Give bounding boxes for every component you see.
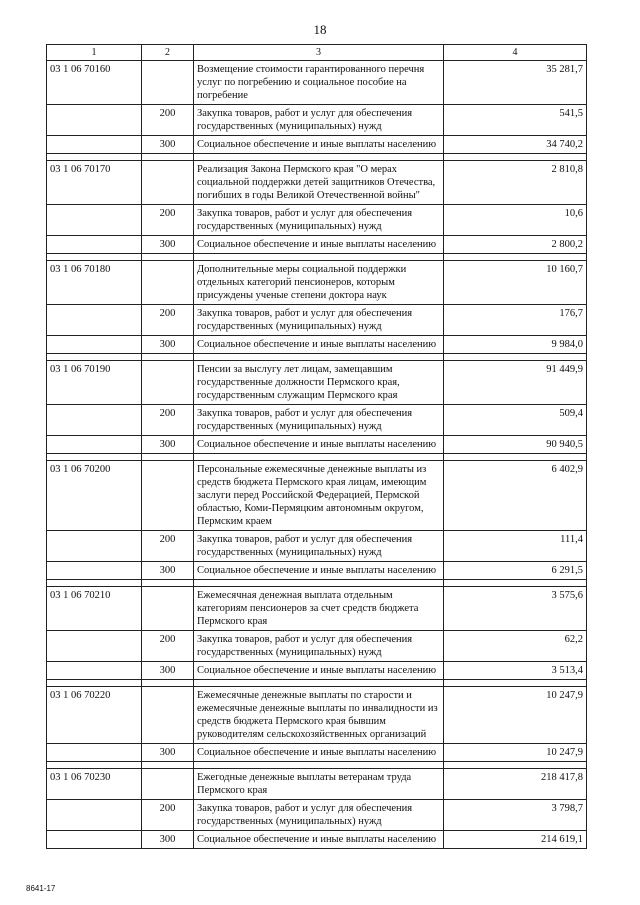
separator-cell: [47, 680, 142, 687]
code-cell: 03 1 06 70210: [47, 587, 142, 631]
table-row: [47, 562, 587, 580]
amount-cell: 6 402,9: [444, 461, 587, 531]
amount-cell: 10 160,7: [444, 261, 587, 305]
description-cell: Пенсии за выслугу лет лицам, замещавшим государственные должности Пермского края, государственным служащим Пермского края: [194, 361, 444, 405]
table-row: [47, 405, 587, 436]
expense-type-cell: 300: [142, 744, 194, 762]
description-cell: Социальное обеспечение и иные выплаты населению: [194, 562, 444, 580]
expense-type-cell: 300: [142, 562, 194, 580]
expense-type-cell: [142, 461, 194, 531]
table-row: [47, 800, 587, 831]
group-separator: [47, 762, 587, 769]
code-cell: [47, 336, 142, 354]
separator-cell: [142, 354, 194, 361]
amount-cell: 10,6: [444, 205, 587, 236]
code-cell: 03 1 06 70180: [47, 261, 142, 305]
expense-type-cell: [142, 687, 194, 744]
table-row: [47, 136, 587, 154]
amount-cell: 9 984,0: [444, 336, 587, 354]
amount-cell: 214 619,1: [444, 831, 587, 849]
separator-cell: [194, 680, 444, 687]
separator-cell: [444, 154, 587, 161]
amount-cell: 10 247,9: [444, 687, 587, 744]
group-separator: [47, 680, 587, 687]
table-row: [47, 831, 587, 849]
table-row: [47, 531, 587, 562]
table-row: [47, 336, 587, 354]
separator-cell: [142, 454, 194, 461]
amount-cell: 111,4: [444, 531, 587, 562]
group-separator: [47, 154, 587, 161]
table-row: [47, 161, 587, 205]
table-row: [47, 236, 587, 254]
header-col-2: 2: [142, 45, 194, 61]
code-cell: 03 1 06 70200: [47, 461, 142, 531]
description-cell: Социальное обеспечение и иные выплаты населению: [194, 436, 444, 454]
expense-type-cell: 200: [142, 105, 194, 136]
separator-cell: [194, 454, 444, 461]
separator-cell: [444, 454, 587, 461]
separator-cell: [444, 354, 587, 361]
document-id: 8641-17: [26, 884, 56, 893]
code-cell: [47, 831, 142, 849]
code-cell: 03 1 06 70170: [47, 161, 142, 205]
description-cell: Закупка товаров, работ и услуг для обеспечения государственных (муниципальных) нужд: [194, 305, 444, 336]
amount-cell: 3 575,6: [444, 587, 587, 631]
code-cell: [47, 105, 142, 136]
description-cell: Ежемесячная денежная выплата отдельным категориям пенсионеров за счет средств бюджета Пермского края: [194, 587, 444, 631]
expense-type-cell: [142, 587, 194, 631]
expense-type-cell: 300: [142, 662, 194, 680]
amount-cell: 6 291,5: [444, 562, 587, 580]
table-row: [47, 587, 587, 631]
table-row: [47, 61, 587, 105]
group-separator: [47, 254, 587, 261]
separator-cell: [142, 154, 194, 161]
amount-cell: 509,4: [444, 405, 587, 436]
table-body: [47, 61, 587, 849]
amount-cell: 176,7: [444, 305, 587, 336]
separator-cell: [194, 154, 444, 161]
table-header-row: [47, 45, 587, 61]
header-col-4: 4: [444, 45, 587, 61]
expense-type-cell: 200: [142, 405, 194, 436]
header-col-1: 1: [47, 45, 142, 61]
expense-type-cell: 200: [142, 531, 194, 562]
description-cell: Дополнительные меры социальной поддержки отдельных категорий пенсионеров, которым присуждены ученые степени доктора наук: [194, 261, 444, 305]
code-cell: [47, 800, 142, 831]
table-row: [47, 631, 587, 662]
table-row: [47, 687, 587, 744]
description-cell: Возмещение стоимости гарантированного перечня услуг по погребению и социальное пособие на погребение: [194, 61, 444, 105]
expense-type-cell: 200: [142, 205, 194, 236]
code-cell: 03 1 06 70190: [47, 361, 142, 405]
separator-cell: [47, 354, 142, 361]
separator-cell: [444, 762, 587, 769]
amount-cell: 218 417,8: [444, 769, 587, 800]
header-col-3: 3: [194, 45, 444, 61]
table-row: [47, 361, 587, 405]
group-separator: [47, 454, 587, 461]
expense-type-cell: 200: [142, 800, 194, 831]
amount-cell: 10 247,9: [444, 744, 587, 762]
amount-cell: 2 800,2: [444, 236, 587, 254]
table-row: [47, 461, 587, 531]
description-cell: Социальное обеспечение и иные выплаты населению: [194, 662, 444, 680]
expense-type-cell: [142, 361, 194, 405]
amount-cell: 90 940,5: [444, 436, 587, 454]
description-cell: Закупка товаров, работ и услуг для обеспечения государственных (муниципальных) нужд: [194, 105, 444, 136]
description-cell: Персональные ежемесячные денежные выплаты из средств бюджета Пермского края лицам, имеющим заслуги перед Российской Федерацией, Пермской областью, Коми-Пермяцким автономным округом, Пермским краем: [194, 461, 444, 531]
expense-type-cell: 300: [142, 236, 194, 254]
separator-cell: [142, 680, 194, 687]
amount-cell: 3 798,7: [444, 800, 587, 831]
page-number: 18: [313, 22, 327, 37]
description-cell: Ежегодные денежные выплаты ветеранам труда Пермского края: [194, 769, 444, 800]
expense-type-cell: [142, 261, 194, 305]
table-row: [47, 261, 587, 305]
table-row: [47, 744, 587, 762]
description-cell: Закупка товаров, работ и услуг для обеспечения государственных (муниципальных) нужд: [194, 205, 444, 236]
code-cell: 03 1 06 70160: [47, 61, 142, 105]
code-cell: [47, 631, 142, 662]
expense-type-cell: 300: [142, 336, 194, 354]
separator-cell: [194, 254, 444, 261]
description-cell: Социальное обеспечение и иные выплаты населению: [194, 744, 444, 762]
separator-cell: [142, 580, 194, 587]
separator-cell: [444, 680, 587, 687]
description-cell: Закупка товаров, работ и услуг для обеспечения государственных (муниципальных) нужд: [194, 531, 444, 562]
separator-cell: [444, 580, 587, 587]
code-cell: [47, 405, 142, 436]
description-cell: Закупка товаров, работ и услуг для обеспечения государственных (муниципальных) нужд: [194, 800, 444, 831]
description-cell: Реализация Закона Пермского края "О мерах социальной поддержки детей защитников Отечества, погибших в годы Великой Отечественной войны": [194, 161, 444, 205]
separator-cell: [444, 254, 587, 261]
amount-cell: 2 810,8: [444, 161, 587, 205]
expense-type-cell: 300: [142, 136, 194, 154]
budget-table: [46, 44, 587, 849]
table-row: [47, 305, 587, 336]
table-row: [47, 205, 587, 236]
separator-cell: [47, 154, 142, 161]
code-cell: [47, 236, 142, 254]
code-cell: [47, 436, 142, 454]
separator-cell: [194, 580, 444, 587]
table-row: [47, 769, 587, 800]
table-row: [47, 105, 587, 136]
code-cell: [47, 136, 142, 154]
separator-cell: [47, 762, 142, 769]
code-cell: [47, 305, 142, 336]
separator-cell: [47, 580, 142, 587]
description-cell: Социальное обеспечение и иные выплаты населению: [194, 336, 444, 354]
code-cell: [47, 662, 142, 680]
description-cell: Социальное обеспечение и иные выплаты населению: [194, 831, 444, 849]
description-cell: Закупка товаров, работ и услуг для обеспечения государственных (муниципальных) нужд: [194, 631, 444, 662]
expense-type-cell: [142, 769, 194, 800]
expense-type-cell: 200: [142, 631, 194, 662]
separator-cell: [142, 254, 194, 261]
amount-cell: 62,2: [444, 631, 587, 662]
expense-type-cell: 200: [142, 305, 194, 336]
code-cell: [47, 205, 142, 236]
separator-cell: [194, 762, 444, 769]
description-cell: Закупка товаров, работ и услуг для обеспечения государственных (муниципальных) нужд: [194, 405, 444, 436]
separator-cell: [47, 454, 142, 461]
amount-cell: 35 281,7: [444, 61, 587, 105]
group-separator: [47, 580, 587, 587]
expense-type-cell: 300: [142, 831, 194, 849]
table-row: [47, 436, 587, 454]
group-separator: [47, 354, 587, 361]
amount-cell: 541,5: [444, 105, 587, 136]
code-cell: 03 1 06 70220: [47, 687, 142, 744]
code-cell: 03 1 06 70230: [47, 769, 142, 800]
separator-cell: [142, 762, 194, 769]
expense-type-cell: [142, 61, 194, 105]
expense-type-cell: [142, 161, 194, 205]
code-cell: [47, 531, 142, 562]
amount-cell: 3 513,4: [444, 662, 587, 680]
description-cell: Социальное обеспечение и иные выплаты населению: [194, 236, 444, 254]
code-cell: [47, 744, 142, 762]
separator-cell: [194, 354, 444, 361]
amount-cell: 34 740,2: [444, 136, 587, 154]
separator-cell: [47, 254, 142, 261]
amount-cell: 91 449,9: [444, 361, 587, 405]
code-cell: [47, 562, 142, 580]
table-row: [47, 662, 587, 680]
description-cell: Ежемесячные денежные выплаты по старости и ежемесячные денежные выплаты по инвалидности из средств бюджета Пермского края бывшим руководителям сельскохозяйственных организаций: [194, 687, 444, 744]
description-cell: Социальное обеспечение и иные выплаты населению: [194, 136, 444, 154]
expense-type-cell: 300: [142, 436, 194, 454]
